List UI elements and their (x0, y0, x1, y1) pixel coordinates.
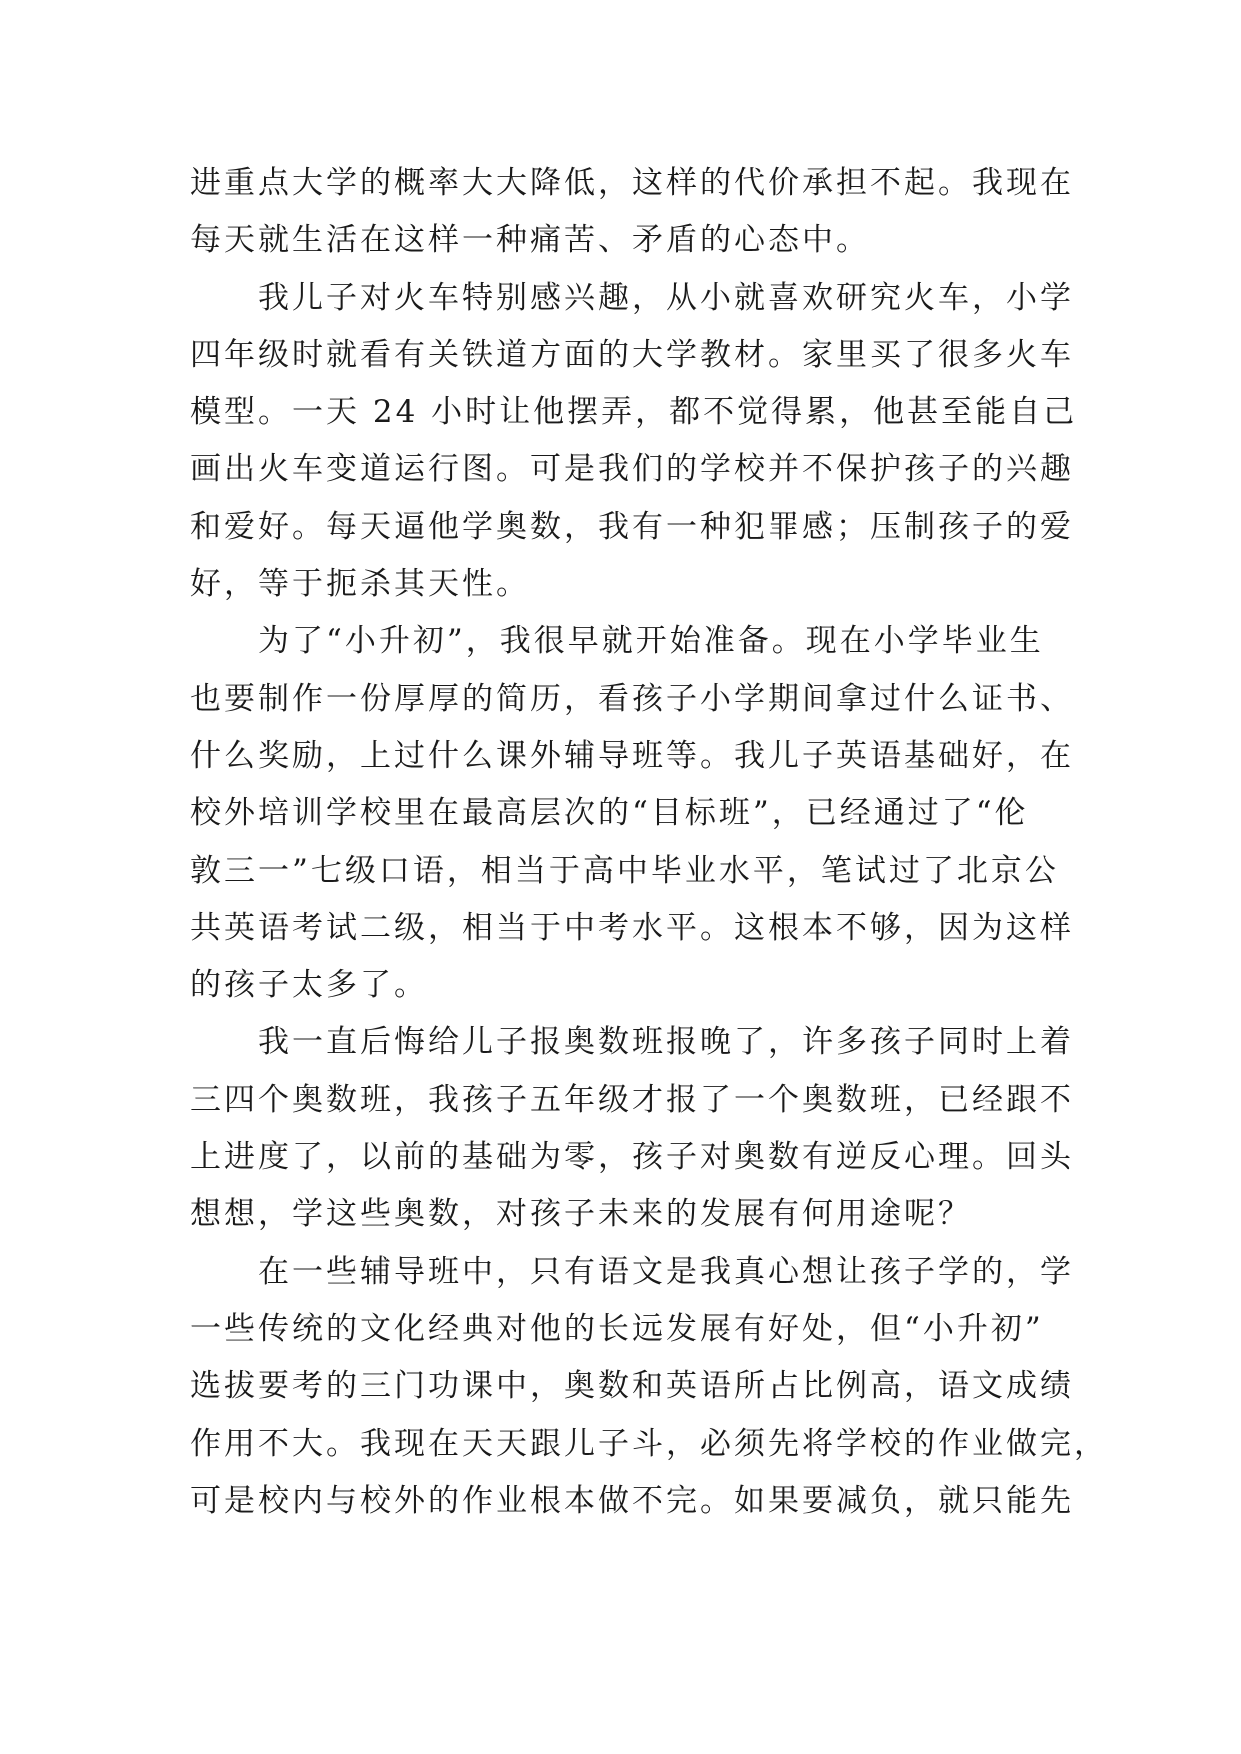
paragraph-first-line: 为了“小升初”，我很早就开始准备。现在小学毕业生 (258, 623, 1044, 660)
text-line: 和爱好。每天逼他学奥数，我有一种犯罪感；压制孩子的爱 (190, 508, 1074, 545)
text-line: 一些传统的文化经典对他的长远发展有好处，但“小升初” (190, 1310, 1044, 1347)
text-line: 画出火车变道运行图。可是我们的学校并不保护孩子的兴趣 (190, 451, 1074, 488)
text-line: 上进度了，以前的基础为零，孩子对奥数有逆反心理。回头 (190, 1139, 1074, 1176)
text-line: 每天就生活在这样一种痛苦、矛盾的心态中。 (190, 222, 870, 259)
text-line: 作用不大。我现在天天跟儿子斗，必须先将学校的作业做完， (190, 1425, 1108, 1462)
text-line: 也要制作一份厚厚的简历，看孩子小学期间拿过什么证书、 (190, 680, 1074, 717)
text-line: 可是校内与校外的作业根本做不完。如果要减负，就只能先 (190, 1482, 1074, 1519)
document-body (190, 155, 1108, 1530)
text-line: 好，等于扼杀其天性。 (190, 566, 530, 603)
text-line: 敦三一”七级口语，相当于高中毕业水平，笔试过了北京公 (190, 852, 1059, 889)
text-line: 模型。一天 24 小时让他摆弄，都不觉得累，他甚至能自己 (190, 394, 1078, 431)
paragraph-first-line: 在一些辅导班中，只有语文是我真心想让孩子学的，学 (258, 1253, 1074, 1290)
paragraph-first-line: 我儿子对火车特别感兴趣，从小就喜欢研究火车，小学 (258, 279, 1074, 316)
text-line: 的孩子太多了。 (190, 967, 428, 1004)
text-line: 共英语考试二级，相当于中考水平。这根本不够，因为这样 (190, 909, 1074, 946)
text-line: 三四个奥数班，我孩子五年级才报了一个奥数班，已经跟不 (190, 1081, 1074, 1118)
paragraph-first-line: 我一直后悔给儿子报奥数班报晚了，许多孩子同时上着 (258, 1024, 1074, 1061)
text-line: 什么奖励，上过什么课外辅导班等。我儿子英语基础好，在 (190, 737, 1074, 774)
text-line: 校外培训学校里在最高层次的“目标班”，已经通过了“伦 (190, 795, 1029, 832)
text-line: 进重点大学的概率大大降低，这样的代价承担不起。我现在 (190, 165, 1074, 201)
text-line: 四年级时就看有关铁道方面的大学教材。家里买了很多火车 (190, 336, 1074, 373)
text-line: 选拔要考的三门功课中，奥数和英语所占比例高，语文成绩 (190, 1368, 1074, 1405)
text-line: 想想，学这些奥数，对孩子未来的发展有何用途呢？ (190, 1196, 972, 1233)
